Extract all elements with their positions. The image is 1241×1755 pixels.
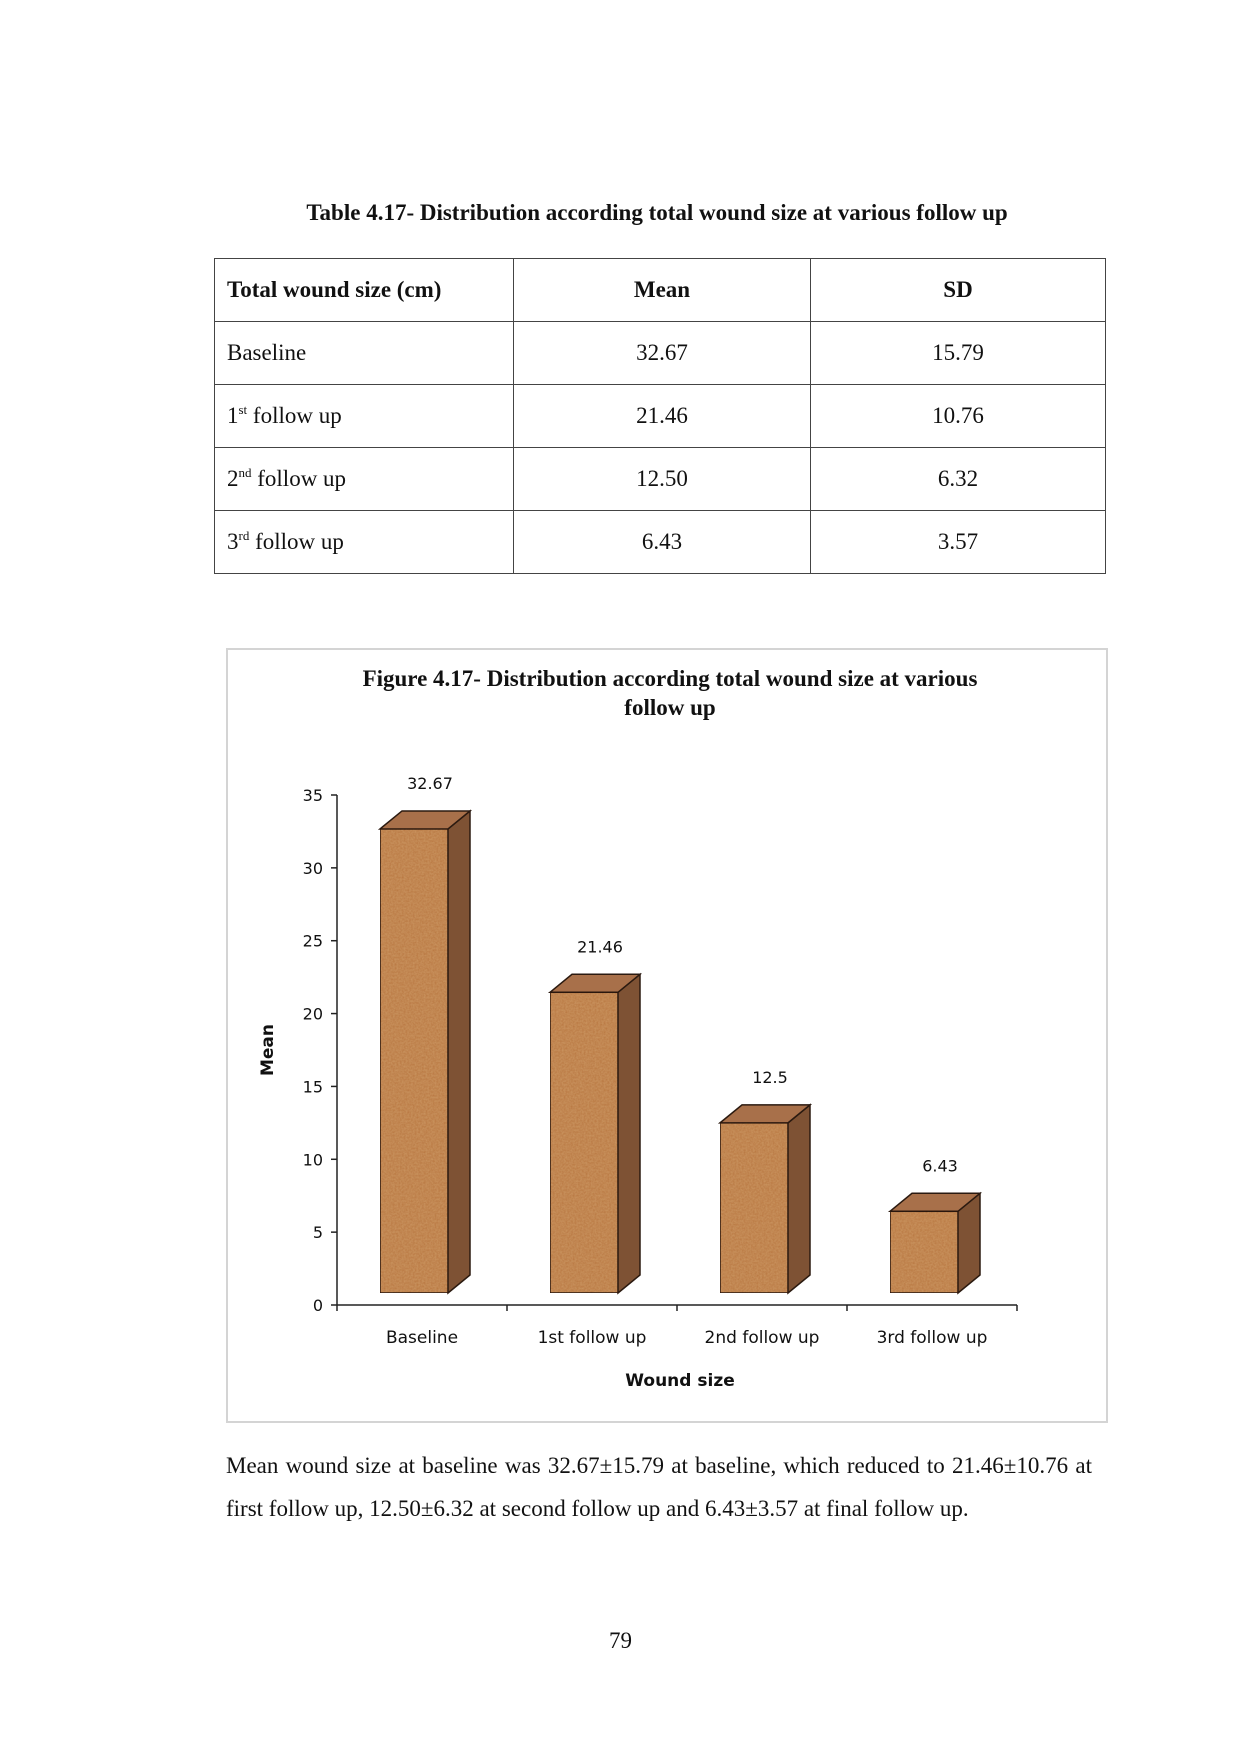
page-number: 79: [609, 1628, 632, 1653]
table-row: [215, 448, 1106, 511]
bar-front-face: [720, 1123, 788, 1293]
bar-4: [890, 1156, 980, 1293]
table-row: [215, 511, 1106, 574]
y-tick-label: 30: [302, 858, 323, 878]
table-header-row: [215, 259, 1106, 322]
row-sd: 3.57: [811, 511, 1106, 574]
row-sd: 10.76: [811, 385, 1106, 448]
bar-front-face: [890, 1211, 958, 1293]
table-row: [215, 385, 1106, 448]
bar-side-face: [788, 1105, 810, 1293]
x-tick-label: 1st follow up: [537, 1328, 647, 1348]
bar-2: [550, 937, 640, 1293]
bar-chart: [226, 648, 1108, 1423]
bar-side-face: [618, 974, 640, 1293]
summary-paragraph: Mean wound size at baseline was 32.67±15.79 at baseline, which reduced to 21.46±10.76 at first follow up, 12.50±6.32 at second follow up and 6.43±3.57 at final follow up.: [226, 1453, 1092, 1521]
row-mean: 32.67: [514, 322, 811, 385]
header-mean: Mean: [514, 259, 811, 322]
data-label: 6.43: [922, 1156, 958, 1176]
y-tick-label: 5: [312, 1223, 323, 1243]
x-axis-label: Wound size: [625, 1371, 735, 1391]
row-mean: 21.46: [514, 385, 811, 448]
row-mean: 6.43: [514, 511, 811, 574]
x-tick-label: Baseline: [385, 1328, 459, 1348]
bar-front-face: [550, 992, 618, 1293]
table-row: [215, 322, 1106, 385]
row-label: 3rd follow up: [215, 511, 514, 574]
y-tick-label: 15: [302, 1077, 323, 1097]
x-tick-label: 3rd follow up: [876, 1328, 988, 1348]
row-label: 2nd follow up: [215, 448, 514, 511]
row-label: Baseline: [215, 322, 514, 385]
row-sd: 6.32: [811, 448, 1106, 511]
table-caption: Table 4.17- Distribution according total wound size at various follow up: [306, 200, 1008, 225]
data-label: 21.46: [577, 937, 623, 957]
row-sd: 15.79: [811, 322, 1106, 385]
wound-size-table: [214, 258, 1106, 574]
header-total-wound-size: Total wound size (cm): [215, 259, 514, 322]
row-mean: 12.50: [514, 448, 811, 511]
data-label: 32.67: [407, 773, 453, 793]
y-tick-label: 0: [312, 1296, 323, 1315]
bar-3: [720, 1068, 810, 1293]
y-tick-label: 10: [302, 1150, 323, 1170]
y-tick-label: 25: [302, 931, 323, 951]
bar-side-face: [448, 811, 470, 1293]
y-tick-label: 20: [302, 1004, 323, 1024]
figure-title-line-1: Figure 4.17- Distribution according total wound size at various: [362, 666, 978, 691]
row-label: 1st follow up: [215, 385, 514, 448]
bar-1: [380, 774, 470, 1293]
figure-title-line-2: follow up: [624, 695, 716, 720]
header-sd: SD: [811, 259, 1106, 322]
x-tick-label: 2nd follow up: [704, 1328, 820, 1348]
data-label: 12.5: [752, 1067, 788, 1087]
y-tick-label: 35: [302, 786, 323, 805]
y-axis-label: Mean: [258, 1023, 278, 1077]
bar-front-face: [380, 829, 448, 1293]
